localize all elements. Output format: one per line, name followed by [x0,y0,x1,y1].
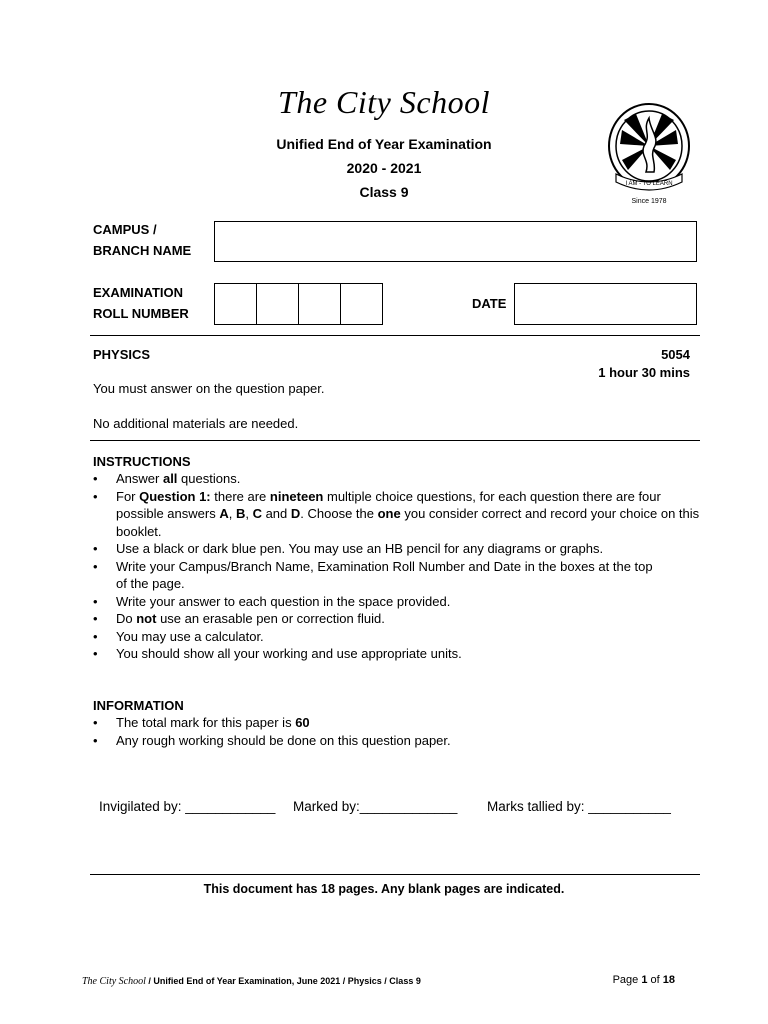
pages-note: This document has 18 pages. Any blank pages are indicated. [203,882,565,896]
instructions-list [93,470,703,663]
exam-name: Unified End of Year Examination [276,136,492,152]
divider [90,874,700,875]
roll-number-label: EXAMINATION ROLL NUMBER [93,285,189,321]
list-item: • You may use a calculator. [93,628,703,646]
list-item: • Any rough working should be done on this question paper. [93,732,703,750]
running-footer: The City School / Unified End of Year Examination, June 2021 / Physics / Class 9 [82,976,421,987]
page-number: Page 1 of 18 [612,974,675,986]
school-crest-icon [606,100,692,208]
exam-year: 2020 - 2021 [346,160,422,176]
list-item: • Write your Campus/Branch Name, Examination Roll Number and Date in the boxes at the top of the page. [93,558,703,593]
date-label: DATE [472,296,507,311]
campus-input[interactable] [214,221,697,262]
information-list [93,714,703,749]
logo-since: Since 1978 [631,198,667,205]
marked-by: Marked by:_____________ [293,799,458,814]
school-name: The City School [278,84,490,120]
list-item: • Use a black or dark blue pen. You may use an HB pencil for any diagrams or graphs. [93,540,703,558]
invigilated-by: Invigilated by: ____________ [99,799,276,814]
note-materials: No additional materials are needed. [93,416,299,431]
divider [90,335,700,336]
paper-code: 5054 [661,347,690,362]
note-answer-on-paper: You must answer on the question paper. [93,381,325,396]
roll-digit-1[interactable] [215,284,257,324]
list-item: • Do not use an erasable pen or correction fluid. [93,610,703,628]
list-item: • The total mark for this paper is 60 [93,714,703,732]
information-heading: INFORMATION [93,698,184,713]
list-item: • You should show all your working and use appropriate units. [93,645,703,663]
marks-tallied-by: Marks tallied by: ___________ [487,799,671,814]
logo-motto: I AM - TO LEARN [625,181,673,187]
subject: PHYSICS [93,347,151,362]
roll-digit-2[interactable] [257,284,299,324]
list-item: • Write your answer to each question in the space provided. [93,593,703,611]
roll-digit-3[interactable] [299,284,341,324]
date-input[interactable] [514,283,697,325]
duration: 1 hour 30 mins [598,365,690,380]
campus-label: CAMPUS / BRANCH NAME [93,222,192,258]
list-item: • For Question 1: there are nineteen multiple choice questions, for each question there are four possible answers A, B, C and D. Choose the one you consider correct and record your choice on this booklet. [93,488,703,541]
roll-digit-4[interactable] [341,284,383,324]
divider [90,440,700,441]
instructions-heading: INSTRUCTIONS [93,454,191,469]
list-item: • Answer all questions. [93,470,703,488]
roll-number-boxes [214,283,383,325]
exam-class: Class 9 [359,184,409,200]
